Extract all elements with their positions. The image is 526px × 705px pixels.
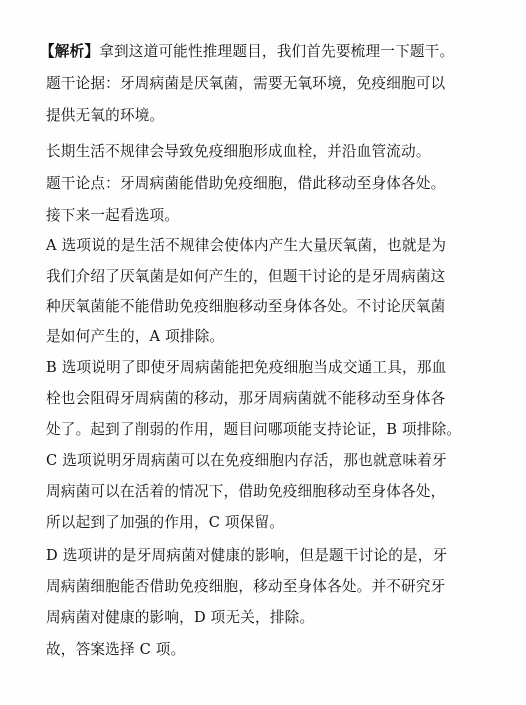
text-line: 周病菌对健康的影响，D 项无关，排除。 bbox=[46, 609, 315, 626]
text-line: 题干论点：牙周病菌能借助免疫细胞，借此移动至身体各处。 bbox=[46, 175, 446, 192]
text-line: 是如何产生的，A 项排除。 bbox=[46, 328, 225, 345]
text-line: 栓也会阻碍牙周病菌的移动，那牙周病菌就不能移动至身体各 bbox=[46, 390, 446, 407]
explanation-heading: 【解析】 bbox=[40, 43, 100, 60]
text-line: 周病菌可以在活着的情况下，借助免疫细胞移动至身体各处， bbox=[46, 483, 446, 500]
heading-line bbox=[40, 40, 454, 61]
text-line: C 选项说明牙周病菌可以在免疫细胞内存活，那也就意味着牙 bbox=[46, 452, 447, 469]
text-line: 种厌氧菌能不能借助免疫细胞移动至身体各处。不讨论厌氧菌 bbox=[46, 298, 446, 315]
text-line: A 选项说的是生活不规律会使体内产生大量厌氧菌，也就是为 bbox=[46, 237, 447, 254]
text-line: 接下来一起看选项。 bbox=[46, 207, 180, 224]
text-line: 我们介绍了厌氧菌是如何产生的，但题干讨论的是牙周病菌这 bbox=[46, 268, 446, 285]
text-line: 所以起到了加强的作用，C 项保留。 bbox=[46, 514, 285, 531]
text-line: 故，答案选择 C 项。 bbox=[46, 641, 186, 658]
text-line: 拿到这道可能性推理题目，我们首先要梳理一下题干。 bbox=[99, 43, 455, 60]
text-line: D 选项讲的是牙周病菌对健康的影响，但是题干讨论的是，牙 bbox=[46, 547, 448, 564]
text-line: 周病菌细胞能否借助免疫细胞，移动至身体各处。并不研究牙 bbox=[46, 578, 446, 595]
text-line: B 选项说明了即使牙周病菌能把免疫细胞当成交通工具，那血 bbox=[46, 359, 447, 376]
text-line: 题干论据：牙周病菌是厌氧菌，需要无氧环境，免疫细胞可以 bbox=[46, 75, 446, 92]
text-line: 处了。起到了削弱的作用，题目问哪项能支持论证，B 项排除。 bbox=[46, 421, 462, 438]
text-line: 长期生活不规律会导致免疫细胞形成血栓，并沿血管流动。 bbox=[46, 143, 431, 160]
text-line: 提供无氧的环境。 bbox=[46, 107, 165, 124]
